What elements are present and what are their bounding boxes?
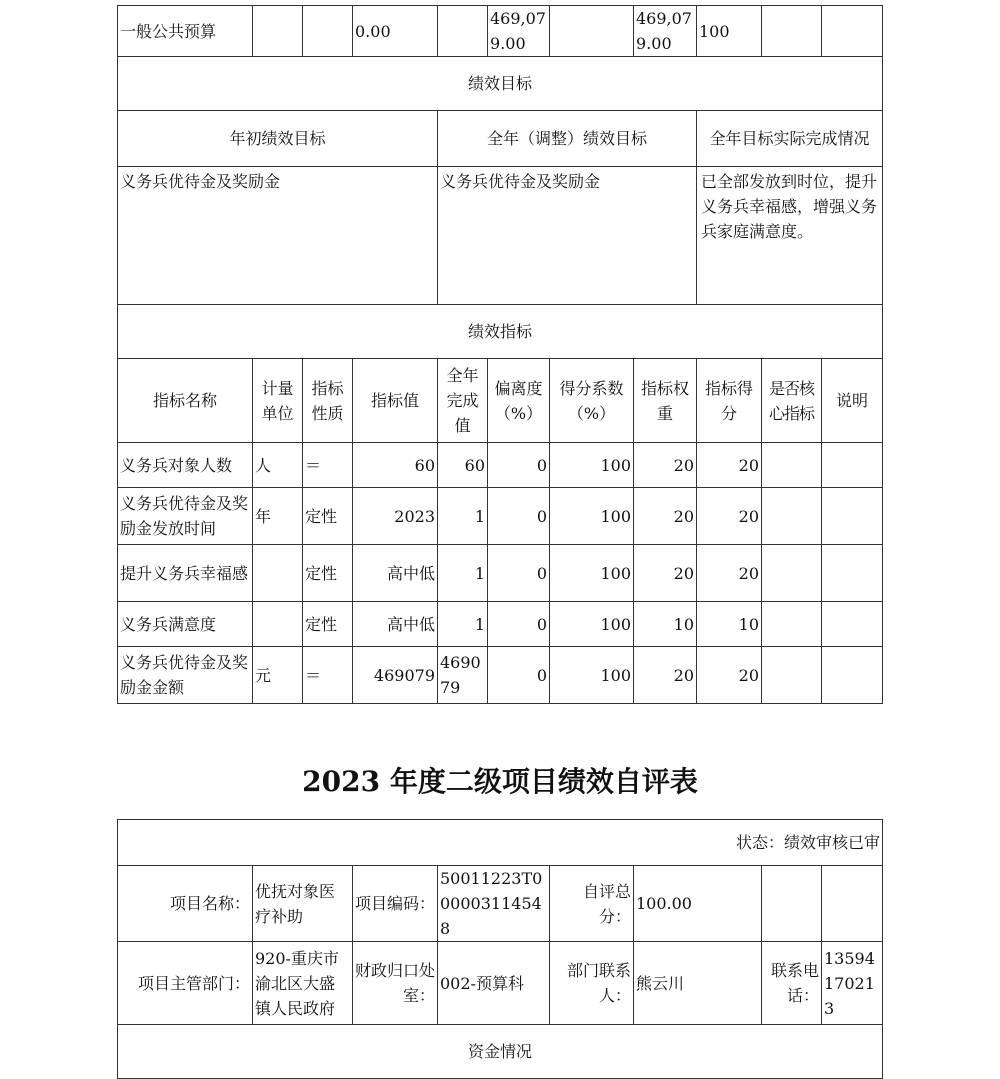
indicator-deviation: 0 [488, 443, 550, 488]
indicator-done: 60 [438, 443, 488, 488]
budget-value-3: 469,079.00 [634, 6, 697, 57]
budget-source-label: 一般公共预算 [118, 6, 253, 57]
indicator-value: 60 [353, 443, 438, 488]
indicator-nature: 定性 [303, 602, 353, 647]
project-code-label: 项目编码： [353, 866, 438, 942]
budget-rate: 100 [697, 6, 762, 57]
col-weight: 指标权重 [634, 359, 697, 443]
indicators-header: 绩效指标 [118, 305, 883, 359]
col-note: 说明 [822, 359, 883, 443]
indicator-core [762, 545, 822, 602]
indicator-unit: 人 [253, 443, 303, 488]
indicator-core [762, 443, 822, 488]
indicator-deviation: 0 [488, 545, 550, 602]
indicator-coefficient: 100 [550, 488, 634, 545]
self-score-label: 自评总分： [550, 866, 634, 942]
indicator-done: 469079 [438, 647, 488, 704]
indicator-core [762, 602, 822, 647]
indicator-score: 20 [697, 545, 762, 602]
goals-header: 绩效目标 [118, 57, 883, 111]
indicator-nature: 定性 [303, 488, 353, 545]
budget-row [118, 6, 883, 57]
indicator-coefficient: 100 [550, 545, 634, 602]
col-nature: 指标性质 [303, 359, 353, 443]
dept-label: 项目主管部门： [118, 942, 253, 1025]
indicator-name: 义务兵优待金及奖励金发放时间 [118, 488, 253, 545]
indicator-note [822, 488, 883, 545]
indicator-nature: 定性 [303, 545, 353, 602]
col-coefficient: 得分系数（%） [550, 359, 634, 443]
goal-col-initial: 年初绩效目标 [118, 111, 438, 167]
col-unit: 计量单位 [253, 359, 303, 443]
funds-header: 资金情况 [118, 1025, 883, 1079]
indicator-value: 高中低 [353, 602, 438, 647]
indicator-name: 提升义务兵幸福感 [118, 545, 253, 602]
goal-actual: 已全部发放到时位，提升义务兵幸福感，增强义务兵家庭满意度。 [697, 167, 883, 305]
indicator-score: 20 [697, 443, 762, 488]
indicator-name: 义务兵优待金及奖励金金额 [118, 647, 253, 704]
indicator-note [822, 545, 883, 602]
indicator-name: 义务兵满意度 [118, 602, 253, 647]
indicator-unit: 元 [253, 647, 303, 704]
indicator-deviation: 0 [488, 647, 550, 704]
phone-label: 联系电话： [762, 942, 822, 1025]
goal-col-actual: 全年目标实际完成情况 [697, 111, 883, 167]
indicator-score: 20 [697, 488, 762, 545]
indicator-weight: 10 [634, 602, 697, 647]
status-badge: 状态：绩效审核已审 [118, 820, 883, 866]
indicator-coefficient: 100 [550, 602, 634, 647]
table-row [118, 488, 883, 545]
indicator-unit: 年 [253, 488, 303, 545]
indicator-weight: 20 [634, 545, 697, 602]
indicator-unit [253, 602, 303, 647]
finance-label: 财政归口处室： [353, 942, 438, 1025]
indicator-core [762, 647, 822, 704]
indicator-value: 2023 [353, 488, 438, 545]
indicator-score: 20 [697, 647, 762, 704]
indicator-nature: ＝ [303, 647, 353, 704]
col-indicator-name: 指标名称 [118, 359, 253, 443]
indicator-columns-row [118, 359, 883, 443]
table-row [118, 443, 883, 488]
col-target-value: 指标值 [353, 359, 438, 443]
phone: 13594170213 [822, 942, 883, 1025]
indicator-weight: 20 [634, 488, 697, 545]
indicator-weight: 20 [634, 443, 697, 488]
table-row [118, 647, 883, 704]
project-name: 优抚对象医疗补助 [253, 866, 353, 942]
col-score: 指标得分 [697, 359, 762, 443]
indicator-coefficient: 100 [550, 647, 634, 704]
budget-value-2: 469,079.00 [488, 6, 550, 57]
contact-label: 部门联系人： [550, 942, 634, 1025]
table-row [118, 545, 883, 602]
self-score: 100.00 [634, 866, 762, 942]
indicator-done: 1 [438, 488, 488, 545]
dept: 920-重庆市渝北区大盛镇人民政府 [253, 942, 353, 1025]
indicator-core [762, 488, 822, 545]
contact: 熊云川 [634, 942, 762, 1025]
goal-col-adjusted: 全年（调整）绩效目标 [438, 111, 697, 167]
indicator-coefficient: 100 [550, 443, 634, 488]
indicator-done: 1 [438, 602, 488, 647]
indicator-score: 10 [697, 602, 762, 647]
goal-initial: 义务兵优待金及奖励金 [118, 167, 438, 305]
project-info-table [117, 819, 882, 1079]
project-code: 50011223T000003114548 [438, 866, 550, 942]
indicator-deviation: 0 [488, 488, 550, 545]
indicator-nature: ＝ [303, 443, 353, 488]
page-title: 2023 年度二级项目绩效自评表 [302, 765, 698, 798]
goal-adjusted: 义务兵优待金及奖励金 [438, 167, 697, 305]
table-row [118, 602, 883, 647]
performance-table [117, 5, 882, 704]
indicator-note [822, 443, 883, 488]
budget-value-1: 0.00 [353, 6, 438, 57]
indicator-done: 1 [438, 545, 488, 602]
indicator-value: 469079 [353, 647, 438, 704]
col-core: 是否核心指标 [762, 359, 822, 443]
indicator-weight: 20 [634, 647, 697, 704]
indicator-name: 义务兵对象人数 [118, 443, 253, 488]
indicator-deviation: 0 [488, 602, 550, 647]
project-name-label: 项目名称： [118, 866, 253, 942]
col-actual-value: 全年完成值 [438, 359, 488, 443]
col-deviation: 偏离度（%） [488, 359, 550, 443]
indicator-unit [253, 545, 303, 602]
indicator-note [822, 602, 883, 647]
indicator-note [822, 647, 883, 704]
indicator-value: 高中低 [353, 545, 438, 602]
finance: 002-预算科 [438, 942, 550, 1025]
